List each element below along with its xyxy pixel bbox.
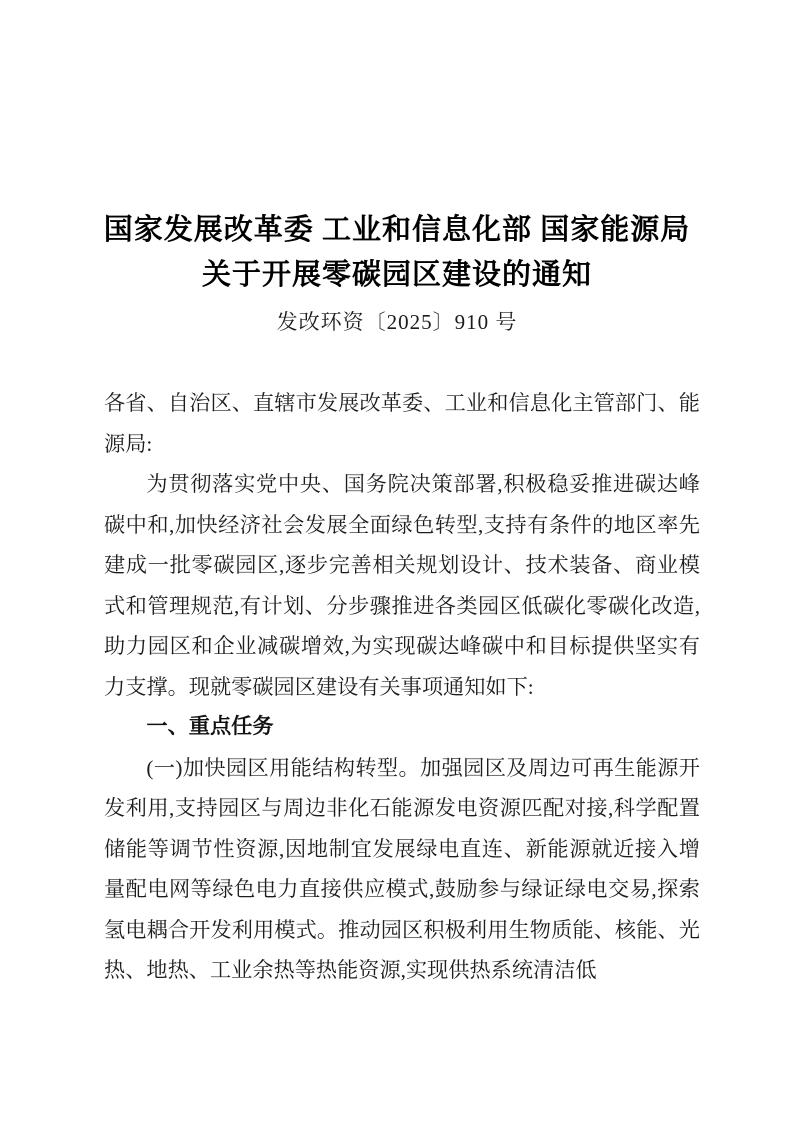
item-1-text: 加强园区及周边可再生能源开发利用,支持园区与周边非化石能源发电资源匹配对接,科学配置储能等调节性资源,因地制宜发展绿电直连、新能源就近接入增量配电网等绿色电力直接供应模式,鼓励参与绿证绿电交易,探索氢电耦合开发利用模式。推动园区积极利用生物质能、核能、光热、地热、工业余热等热能资源,实现供热系统清洁低 (104, 755, 700, 982)
document-body (104, 383, 700, 991)
salutation-line: 各省、自治区、直辖市发展改革委、工业和信息化主管部门、能源局: (104, 391, 700, 456)
item-1-lead: (一)加快园区用能结构转型。 (146, 755, 421, 780)
document-title-line-2: 关于开展零碳园区建设的通知 (201, 259, 592, 291)
document-title-line-1: 国家发展改革委 工业和信息化部 国家能源局 (103, 214, 691, 246)
intro-paragraph: 为贯彻落实党中央、国务院决策部署,积极稳妥推进碳达峰碳中和,加快经济社会发展全面绿色转型,支持有条件的地区率先建成一批零碳园区,逐步完善相关规划设计、技术装备、商业模式和管理规范,有计划、分步骤推进各类园区低碳化零碳化改造,助力园区和企业减碳增效,为实现碳达峰碳中和目标提供坚实有力支撑。现就零碳园区建设有关事项通知如下: (104, 472, 700, 699)
section-heading-key-tasks: 一、重点任务 (146, 715, 274, 738)
document-title (40, 208, 754, 298)
document-number: 发改环资〔2025〕910 号 (276, 310, 518, 334)
item-1-paragraph (104, 748, 700, 991)
